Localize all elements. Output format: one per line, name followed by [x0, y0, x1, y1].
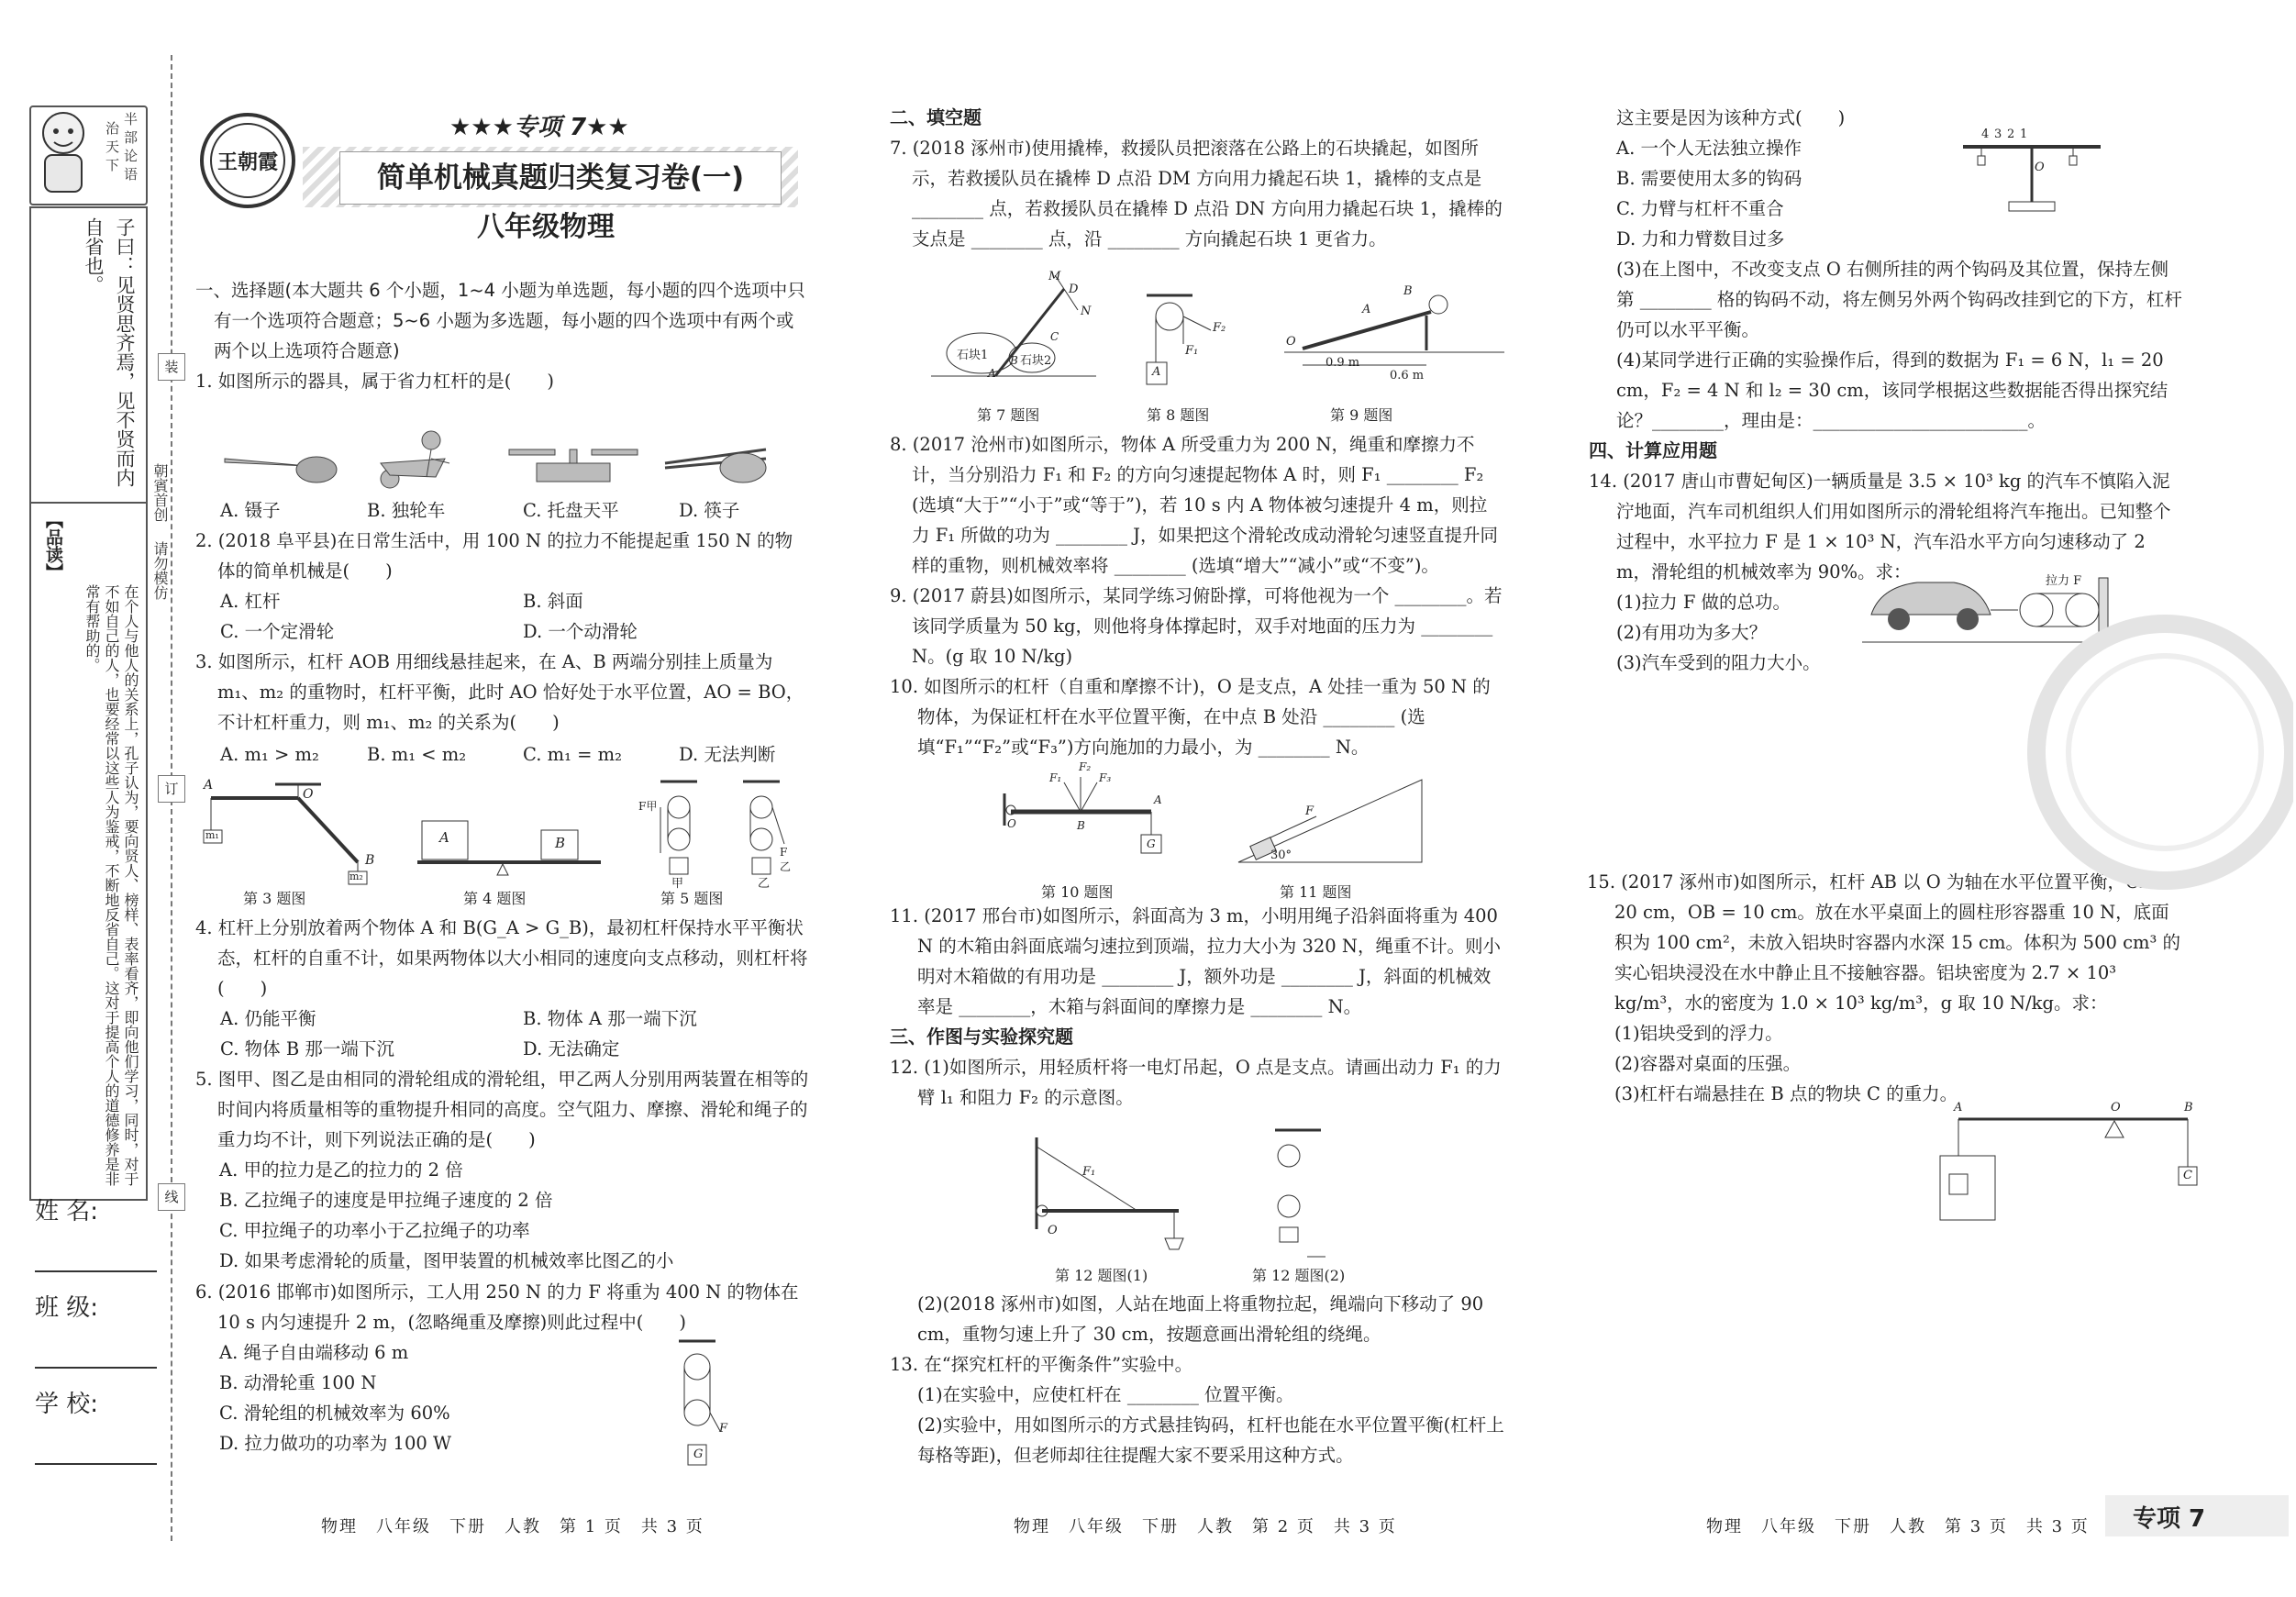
q4-block — [195, 913, 810, 1004]
fig9-label-b: B — [1403, 284, 1413, 298]
q5-text: 5. 图甲、图乙是由相同的滑轮组成的滑轮组，甲乙两人分别用两装置在相等的时间内将质量相等的重物提升相同的高度。空气阻力、摩擦、滑轮和绳子的重力均不计，则下列说法正确的是( ) — [195, 1069, 809, 1150]
q15-part-3: (3)杠杆右端悬挂在 B 点的物块 C 的重力。 — [1614, 1083, 1958, 1104]
class-field[interactable] — [35, 1367, 157, 1369]
fig8-label-a: A — [1152, 365, 1161, 379]
tweezers-image — [225, 457, 337, 482]
q13-3-text: (3)在上图中，不改变支点 O 右侧所挂的两个钩码及其位置，保持左侧第 ________ 格的钩码不动，将左侧另外两个钩码改挂到它的下方，杠杆仍可以水平平衡。 — [1616, 259, 2182, 340]
q3-text: 3. 如图所示，杠杆 AOB 用细线悬挂起来，在 A、B 两端分别挂上质量为 m₁、m₂ 的重物时，杠杆平衡，此时 AO 恰好处于水平位置，AO = BO，不计杠杆重力，则 m₁、m₂ 的关系为( ) — [195, 651, 804, 733]
wheelbarrow-image — [381, 431, 449, 488]
q13-option-c: C. 力臂与杠杆不重合 — [1616, 198, 1784, 219]
q11-text: 11. (2017 邢台市)如图所示，斜面高为 3 m，小明用绳子沿斜面将重为 400 N 的木箱由斜面底端匀速拉到顶端，拉力大小为 320 N，绳重不计。则小明对木箱做的有用功是 ________ J，额外功是 ________ J，斜面的机械效率是 ________，木箱与斜面间的摩擦力是 ________ N。 — [890, 905, 1501, 1017]
q4-option-a: A. 仍能平衡 — [220, 1008, 316, 1029]
fig-11-diagram — [1234, 775, 1426, 876]
fig-3-diagram — [202, 780, 385, 885]
section2-heading: 二、填空题 — [890, 106, 982, 128]
q13-1-text: (1)在实验中，应使杠杆在 ________ 位置平衡。 — [917, 1384, 1294, 1405]
q2-text: 2. (2018 阜平县)在日常生活中，用 100 N 的拉力不能提起重 150 N 的物体的简单机械是( ) — [195, 530, 793, 582]
fig3-label-a: A — [204, 778, 214, 793]
fig-7-diagram — [931, 270, 1096, 381]
reading-text: 在个人与他人的关系上，孔子认为，要向贤人、榜样、表率看齐，即向他们学习，同时，对于不如自己的人，也要经常以这些人为鉴戒，不断地反省自己。这对于提高个人的道德修养是非常有帮助的。 — [83, 584, 139, 1186]
fig11-label-angle: 30° — [1270, 848, 1292, 862]
fig10-label-f2: F₂ — [1079, 760, 1092, 773]
q2-option-d: D. 一个动滑轮 — [523, 621, 638, 642]
q13-text: 13. 在“探究杠杆的平衡条件”实验中。 — [890, 1354, 1193, 1375]
q5-option-c: C. 甲拉绳子的功率小于乙拉绳子的功率 — [219, 1220, 530, 1241]
q6-option-d: D. 拉力做功的功率为 100 W — [219, 1433, 451, 1454]
q4-option-b: B. 物体 A 那一端下沉 — [523, 1008, 697, 1029]
fig10-caption: 第 10 题图 — [1041, 883, 1114, 901]
q3-block — [195, 647, 810, 738]
column-1 — [195, 275, 810, 396]
name-field[interactable] — [35, 1270, 157, 1272]
q4-option-c: C. 物体 B 那一端下沉 — [220, 1038, 394, 1059]
fig11-caption: 第 11 题图 — [1280, 883, 1352, 901]
logo-word-6: 天 — [104, 139, 120, 153]
q2-option-a: A. 杠杆 — [220, 591, 281, 612]
q13-option-d: D. 力和力臂数目过多 — [1616, 228, 1785, 250]
section4-heading: 四、计算应用题 — [1589, 439, 1717, 461]
fig10-label-a: A — [1154, 793, 1162, 806]
q10-text: 10. 如图所示的杠杆（自重和摩擦不计)，O 是支点，A 处挂一重为 50 N 的物体，为保证杠杆在水平位置平衡，在中点 B 处沿 ________ (选填“F₁”“F₂”或“F₃”)方向施加的力最小，为 ________ N。 — [890, 676, 1491, 758]
fig10-label-f3: F₃ — [1099, 771, 1112, 784]
q12-text: 12. (1)如图所示，用轻质杆将一电灯吊起，O 点是支点。请画出动力 F₁ 的力臂 l₁ 和阻力 F₂ 的示意图。 — [890, 1057, 1502, 1108]
fig3-label-m2: m₂ — [349, 871, 363, 882]
q1-text: 1. 如图所示的器具，属于省力杠杆的是( ) — [195, 371, 555, 392]
fig4-caption: 第 4 题图 — [463, 890, 527, 907]
q1-option-a: A. 镊子 — [220, 500, 281, 521]
q9-text: 9. (2017 蔚县)如图所示，某同学练习俯卧撑，可将他视为一个 ________。若该同学质量为 50 kg，则他将身体撑起时，双手对地面的压力为 ________ N。(g 取 10 N/kg) — [890, 585, 1503, 667]
q13-2b-text: 这主要是因为该种方式( ) — [1616, 107, 1846, 128]
q15-text: 15. (2017 涿州市)如图所示，杠杆 AB 以 O 为轴在水平位置平衡，OA = 20 cm，OB = 10 cm。放在水平桌面上的圆柱形容器重 10 N，底面积为 100 cm²，未放入铝块时容器内水深 15 cm。体积为 500 cm³ 的实心铝块浸没在水中静止且不接触容器。铝块密度为 2.7 × 10³ kg/m³，水的密度为 1.0 × 10³ kg/m³，g 取 10 N/kg。求： — [1587, 871, 2181, 1014]
fig4-label-b: B — [555, 835, 566, 851]
school-field[interactable] — [35, 1463, 157, 1465]
fig7-label-n: N — [1081, 305, 1092, 318]
confucius-quote: 子曰：见贤思齐焉，见不贤而内自省也。 — [83, 217, 136, 487]
fig10-label-o: O — [1007, 817, 1016, 830]
corner-tag — [2105, 1495, 2289, 1536]
corner-tag-label: 专项 7 — [2133, 1505, 2206, 1533]
balance-image — [509, 449, 638, 482]
fig5-label-f-jia: F甲 — [638, 800, 658, 813]
page-title: 简单机械真题归类复习卷(一) — [339, 151, 782, 205]
fig9-label-06: 0.6 m — [1390, 369, 1425, 383]
fig15-label-o: O — [2111, 1101, 2121, 1115]
column-2-top — [890, 103, 1504, 254]
fig7-caption: 第 7 题图 — [977, 406, 1040, 424]
fig9-label-o: O — [1286, 335, 1296, 349]
cut-mark-3: 线 — [158, 1183, 185, 1211]
footer-page-3: 物理 八年级 下册 人教 第 3 页 共 3 页 — [1706, 1517, 2090, 1536]
fig7-label-stone1: 石块1 — [957, 349, 989, 362]
q15-part-1: (1)铝块受到的浮力。 — [1614, 1023, 1783, 1044]
fig5-label-jia: 甲 — [671, 877, 684, 891]
q3-option-c: C. m₁ = m₂ — [523, 744, 622, 765]
cut-mark-1: 装 — [158, 353, 185, 381]
fig-12-1-diagram — [1027, 1137, 1202, 1257]
fig7-label-d: D — [1069, 283, 1079, 296]
fig8-label-f2: F₂ — [1213, 321, 1226, 335]
fig5-label-f-yi: F乙 — [780, 846, 792, 873]
fig7-label-m: M — [1048, 270, 1061, 283]
q6-option-c: C. 滑轮组的机械效率为 60% — [219, 1403, 450, 1424]
topic-label: ★★★专项 7★★ — [449, 114, 629, 141]
page-subtitle: 八年级物理 — [477, 211, 615, 243]
q3-option-d: D. 无法判断 — [679, 744, 776, 765]
q1-figures — [206, 422, 775, 495]
q1-option-b: B. 独轮车 — [367, 500, 446, 521]
q4-options — [220, 1004, 807, 1064]
fig13-label-o: O — [2035, 161, 2045, 174]
q15-part-2: (2)容器对桌面的压强。 — [1614, 1053, 1802, 1074]
q6-text: 6. (2016 邯郸市)如图所示，工人用 250 N 的力 F 将重为 400 N 的物体在 10 s 内匀速提升 2 m，(忽略绳重及摩擦)则此过程中( ) — [195, 1281, 799, 1333]
copyright-tag-2: 请勿模仿 — [151, 541, 169, 600]
logo-word-3: 论 — [122, 149, 139, 162]
copyright-tag-1: 朝賓首创 — [151, 463, 169, 522]
fig12-label-o: O — [1048, 1224, 1058, 1237]
fig13-label-3: 3 — [1994, 128, 2002, 141]
q13-4-text: (4)某同学进行正确的实验操作后，得到的数据为 F₁ = 6 N，l₁ = 20 cm，F₂ = 4 N 和 l₂ = 30 cm，该同学根据这些数据能否得出探究结论？________，理由是：________________________。 — [1616, 349, 2168, 431]
fig14-label-force: 拉力 F — [2046, 574, 2082, 588]
column-2-lower — [890, 901, 1504, 1113]
q2-option-c: C. 一个定滑轮 — [220, 621, 335, 642]
fig-4-diagram — [417, 807, 601, 881]
q6-option-b: B. 动滑轮重 100 N — [219, 1372, 377, 1393]
cut-mark-2: 订 — [158, 775, 185, 803]
quote-box — [29, 206, 148, 1201]
logo-word-4: 语 — [122, 167, 139, 181]
q6-option-a: A. 绳子自由端移动 6 m — [219, 1342, 409, 1363]
fig6-label-g: G — [693, 1447, 704, 1461]
fig13-label-2: 2 — [2007, 128, 2015, 141]
fig-13-diagram — [1954, 124, 2110, 216]
fig15-label-b: B — [2184, 1101, 2193, 1115]
q2-options — [220, 586, 807, 647]
brand-logo — [197, 110, 298, 211]
q5-block — [195, 1064, 810, 1276]
fig10-label-g: G — [1147, 837, 1156, 850]
fig7-label-c: C — [1050, 330, 1059, 343]
q13-2-text: (2)实验中，用如图所示的方式悬挂钩码，杠杆也能在水平位置平衡(杠杆上每格等距)，但老师却往往提醒大家不要采用这种方式。 — [917, 1414, 1504, 1466]
fig15-label-c: C — [2183, 1169, 2192, 1182]
q13-option-b: B. 需要使用太多的钩码 — [1616, 168, 1802, 189]
fig-10-diagram — [1000, 760, 1183, 876]
q5-option-b: B. 乙拉绳子的速度是甲拉绳子速度的 2 倍 — [219, 1190, 553, 1211]
fig-8-diagram — [1137, 294, 1238, 394]
fig11-label-f: F — [1305, 804, 1314, 818]
fig5-label-yi: 乙 — [758, 877, 771, 891]
q14-part-3: (3)汽车受到的阻力大小。 — [1616, 652, 1821, 673]
fig10-label-b: B — [1077, 819, 1085, 832]
q4-text: 4. 杠杆上分别放着两个物体 A 和 B(G_A > G_B)，最初杠杆保持水平平衡状态，杠杆的自重不计，如果两物体以大小相同的速度向支点移动，则杠杆将( ) — [195, 917, 808, 999]
q1-option-c: C. 托盘天平 — [523, 500, 619, 521]
brand-text: 王朝霞 — [216, 150, 278, 174]
footer-page-2: 物理 八年级 下册 人教 第 2 页 共 3 页 — [1014, 1517, 1397, 1536]
fig12-label-f1: F₁ — [1082, 1165, 1096, 1179]
column-2-bottom — [917, 1289, 1504, 1349]
logo-word-2: 部 — [122, 130, 139, 144]
fig7-label-b: B — [1010, 354, 1018, 367]
q5-option-d: D. 如果考虑滑轮的质量，图甲装置的机械效率比图乙的小 — [219, 1250, 674, 1271]
chopsticks-image — [665, 449, 766, 482]
fig-9-diagram — [1284, 284, 1504, 385]
q13-option-a: A. 一个人无法独立操作 — [1616, 138, 1802, 159]
q2-block — [195, 526, 810, 586]
section1-heading: 一、选择题(本大题共 6 个小题，1~4 小题为单选题，每小题的四个选项中只有一个选项符合题意；5~6 小题为多选题，每小题的四个选项中有两个或两个以上选项符合题意) — [195, 280, 805, 361]
fig-6-diagram — [670, 1339, 734, 1477]
logo-word-1: 半 — [122, 112, 139, 126]
column-2-mid — [890, 429, 1504, 762]
fig8-label-f1: F₁ — [1185, 344, 1199, 358]
watermark-stamp — [2018, 596, 2293, 908]
school-label: 学 校: — [35, 1391, 99, 1418]
fig15-label-a: A — [1954, 1101, 1963, 1115]
fig3-label-m1: m₁ — [205, 829, 219, 841]
fig-5-diagram — [633, 780, 798, 891]
fig-15-diagram — [1931, 1101, 2206, 1225]
fig5-caption: 第 5 题图 — [660, 890, 724, 907]
q5-option-a: A. 甲的拉力是乙的拉力的 2 倍 — [219, 1159, 463, 1181]
logo-word-5: 治 — [104, 121, 120, 135]
fig4-label-a: A — [439, 829, 449, 846]
fig7-label-a: A — [988, 367, 996, 380]
q2-option-b: B. 斜面 — [523, 591, 583, 612]
column-2-q13 — [890, 1349, 1504, 1470]
fig12-2-caption: 第 12 题图(2) — [1252, 1267, 1346, 1284]
fig-12-2-diagram — [1266, 1128, 1330, 1266]
fig6-label-f: F — [719, 1422, 728, 1436]
fig9-label-a: A — [1362, 303, 1371, 316]
q1-option-d: D. 筷子 — [679, 500, 740, 521]
fig12-1-caption: 第 12 题图(1) — [1055, 1267, 1148, 1284]
q7-text: 7. (2018 涿州市)使用撬棒，救援队员把滚落在公路上的石块撬起，如图所示，若救援队员在撬棒 D 点沿 DM 方向用力撬起石块 1，撬棒的支点是 ________ 点，若救援队员在撬棒 D 点沿 DN 方向用力撬起石块 1，撬棒的支点是 ________ 点，沿 ________ 方向撬起石块 1 更省力。 — [890, 138, 1503, 250]
fig13-label-1: 1 — [2020, 128, 2028, 141]
q3-option-a: A. m₁ > m₂ — [220, 744, 319, 765]
fig9-label-09: 0.9 m — [1325, 356, 1360, 370]
fig8-caption: 第 8 题图 — [1147, 406, 1210, 424]
q14-text: 14. (2017 唐山市曹妃甸区)一辆质量是 3.5 × 10³ kg 的汽车不慎陷入泥泞地面，汽车司机组织人们用如图所示的滑轮组将汽车拖出。已知整个过程中，水平拉力 F 是 1 × 10³ N，汽车沿水平方向匀速移动了 2 m，滑轮组的机械效率为 90%。求： — [1589, 471, 2171, 582]
fig13-label-4: 4 — [1981, 128, 1990, 141]
class-label: 班 级: — [35, 1294, 99, 1322]
q14-part-1: (1)拉力 F 做的总功。 — [1616, 592, 1791, 613]
name-label: 姓 名: — [35, 1198, 99, 1225]
q12-2-text: (2)(2018 涿州市)如图，人站在地面上将重物拉起，绳端向下移动了 90 cm，重物匀速上升了 30 cm，按题意画出滑轮组的绕绳。 — [917, 1293, 1484, 1345]
footer-page-1: 物理 八年级 下册 人教 第 1 页 共 3 页 — [321, 1517, 704, 1536]
fig3-label-o: O — [303, 787, 314, 802]
fig3-label-b: B — [365, 853, 375, 868]
q3-option-b: B. m₁ < m₂ — [367, 744, 467, 765]
reading-title: 【品读】 — [43, 511, 63, 581]
q8-text: 8. (2017 沧州市)如图所示，物体 A 所受重力为 200 N，绳重和摩擦力不计，当分别沿力 F₁ 和 F₂ 的方向匀速提起物体 A 时，则 F₁ ________ F₂ (选填“大于”“小于”或“等于”)，若 10 s 内 A 物体被匀速提升 4 m，则拉力 F₁ 所做的功为 ________ J，如果把这个滑轮改成动滑轮匀速竖直提升同样的重物，则机械效率将 ________ (选填“增大”“减小”或“不变”)。 — [890, 434, 1498, 576]
fig7-label-stone2: 石块2 — [1020, 354, 1052, 368]
q4-option-d: D. 无法确定 — [523, 1038, 620, 1059]
fig3-caption: 第 3 题图 — [243, 890, 306, 907]
logo-word-7: 下 — [104, 158, 120, 172]
fig9-caption: 第 9 题图 — [1330, 406, 1393, 424]
q14-part-2: (2)有用功为多大？ — [1616, 622, 1768, 643]
binding-sidebar — [0, 0, 170, 1597]
section3-heading: 三、作图与实验探究题 — [890, 1026, 1073, 1048]
fig10-label-f1: F₁ — [1049, 771, 1062, 784]
